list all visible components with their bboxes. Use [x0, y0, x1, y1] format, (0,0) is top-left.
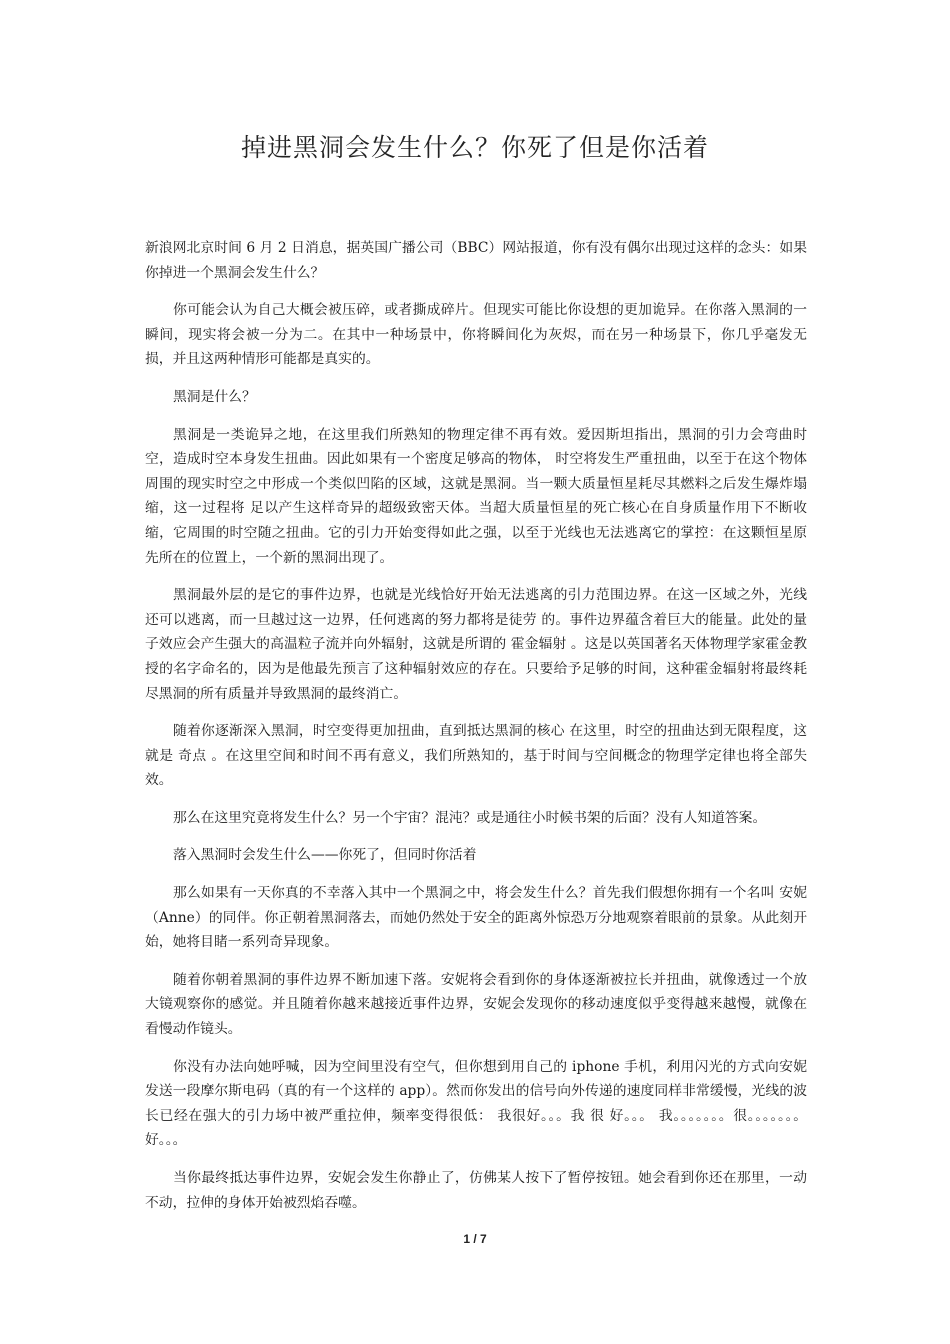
page-number: 1 / 7 [463, 1232, 487, 1246]
paragraph: 随着你逐渐深入黑洞，时空变得更加扭曲，直到抵达黑洞的核心 在这里，时空的扭曲达到无限程度，这就是 奇点 。在这里空间和时间不再有意义，我们所熟知的，基于时间与空间概念的物理学定律也将全部失效。 [145, 723, 807, 789]
paragraph: 随着你朝着黑洞的事件边界不断加速下落。安妮将会看到你的身体逐渐被拉长并扭曲，就像透过一个放大镜观察你的感觉。并且随着你越来越接近事件边界，安妮会发现你的移动速度似乎变得越来越慢，就像在看慢动作镜头。 [145, 971, 807, 1038]
paragraph: 新浪网北京时间 6 月 2 日消息，据英国广播公司（BBC）网站报道，你有没有偶尔出现过这样的念头：如果你掉进一个黑洞会发生什么？ [145, 240, 807, 281]
paragraph: 那么如果有一天你真的不幸落入其中一个黑洞之中，将会发生什么？首先我们假想你拥有一个名叫 安妮（Anne）的同伴。你正朝着黑洞落去，而她仍然处于安全的距离外惊恐万分地观察着眼前的景象。从此刻开始，她将目睹一系列奇异现象。 [145, 885, 807, 951]
paragraph: 黑洞是一类诡异之地，在这里我们所熟知的物理定律不再有效。爱因斯坦指出，黑洞的引力会弯曲时空，造成时空本身发生扭曲。因此如果有一个密度足够高的物体， 时空将发生严重扭曲，以至于在这个物体周围的现实时空之中形成一个类似凹陷的区域，这就是黑洞。当一颗大质量恒星耗尽其燃料之后发生爆炸塌缩，这一过程将 足以产生这样奇异的超级致密天体。当超大质量恒星的死亡核心在自身质量作用下不断收缩，它周围的时空随之扭曲。它的引力开始变得如此之强，以至于光线也无法逃离它的掌控：在这颗恒星原先所在的位置上，一个新的黑洞出现了。 [145, 426, 807, 566]
paragraph: 那么在这里究竟将发生什么？另一个宇宙？混沌？或是通往小时候书架的后面？没有人知道答案。 [173, 809, 767, 826]
section-heading: 黑洞是什么？ [173, 388, 256, 405]
paragraph: 当你最终抵达事件边界，安妮会发生你静止了，仿佛某人按下了暂停按钮。她会看到你还在那里，一动不动，拉伸的身体开始被烈焰吞噬。 [145, 1170, 807, 1211]
section-heading: 落入黑洞时会发生什么——你死了，但同时你活着 [173, 847, 477, 864]
paragraph: 黑洞最外层的是它的事件边界，也就是光线恰好开始无法逃离的引力范围边界。在这一区域之外，光线还可以逃离，而一旦越过这一边界，任何逃离的努力都将是徒劳 的。事件边界蕴含着巨大的能量。此处的量子效应会产生强大的高温粒子流并向外辐射，这就是所谓的 霍金辐射 。这是以英国著名天体物理学家霍金教授的名字命名的，因为是他最先预言了这种辐射效应的存在。只要给予足够的时间，这种霍金辐射将最终耗尽黑洞的所有质量并导致黑洞的最终消亡。 [145, 587, 807, 702]
paragraph: 你可能会认为自己大概会被压碎，或者撕成碎片。但现实可能比你设想的更加诡异。在你落入黑洞的一瞬间，现实将会被一分为二。在其中一种场景中，你将瞬间化为灰烬，而在另一种场景下，你几乎毫发无损，并且这两种情形可能都是真实的。 [145, 302, 807, 368]
article-title: 掉进黑洞会发生什么？你死了但是你活着 [240, 133, 709, 162]
paragraph: 你没有办法向她呼喊，因为空间里没有空气，但你想到用自己的 iphone 手机，利用闪光的方式向安妮发送一段摩尔斯电码（真的有一个这样的 app）。然而你发出的信号向外传递的速度同样非常缓慢，光线的波长已经在强大的引力场中被严重拉伸，频率变得很低： 我很好。。。我 很 好。。。 我。。。。。。。很。。。。。。。好。。。 [145, 1058, 807, 1149]
article-body [145, 236, 807, 1228]
